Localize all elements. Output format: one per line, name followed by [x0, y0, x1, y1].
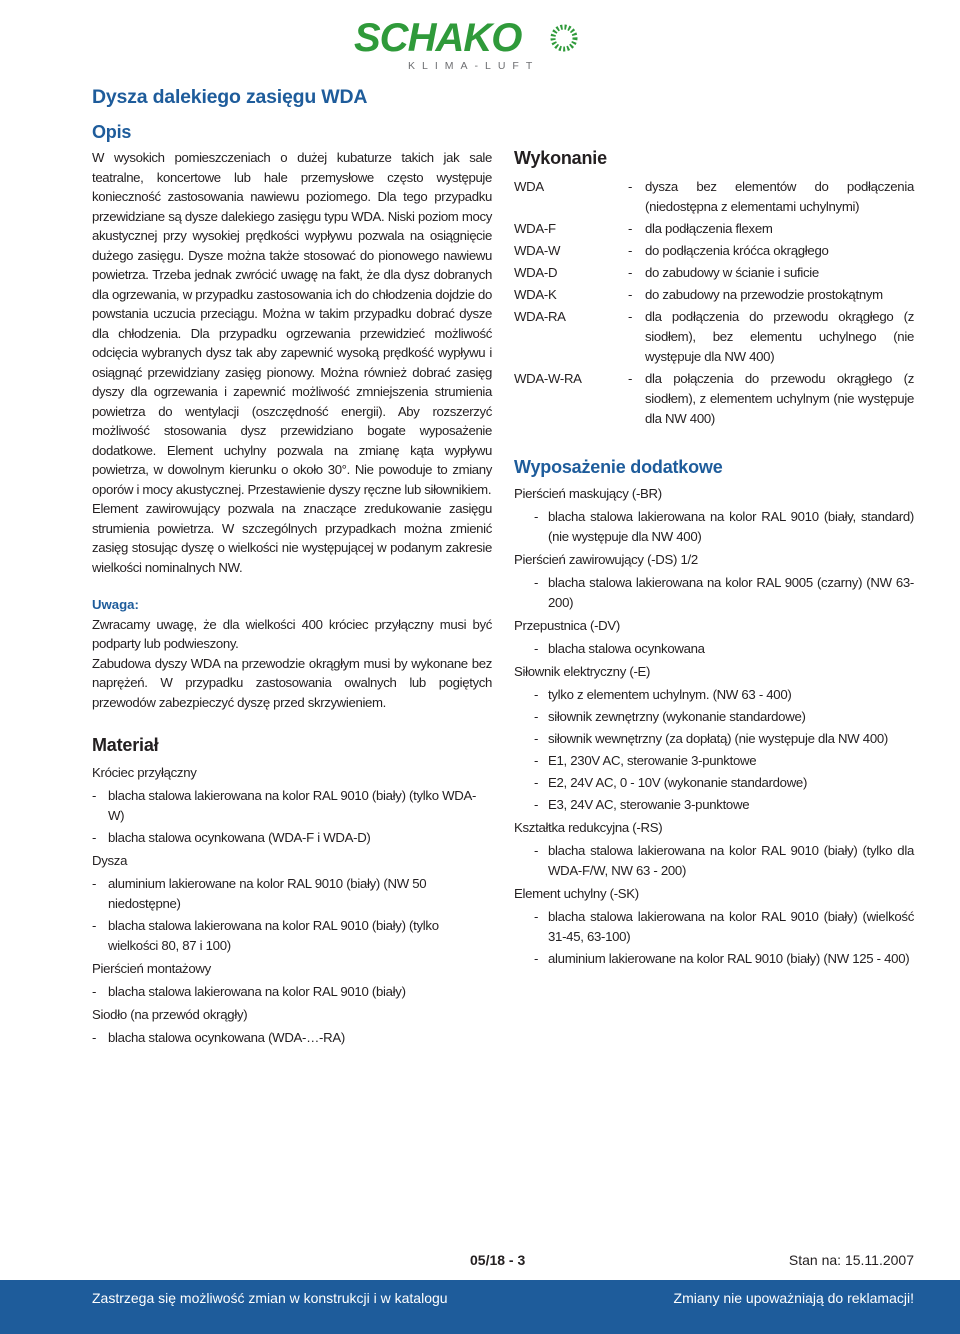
variant-row — [514, 307, 914, 367]
variant-code: WDA-K — [514, 287, 557, 302]
variant-code: WDA-D — [514, 265, 558, 280]
document-title: Dysza dalekiego zasięgu WDA — [92, 86, 368, 108]
variant-row — [514, 285, 914, 305]
material-heading: Materiał — [92, 735, 159, 755]
accessory-group-label: Pierścień zawirowujący (-DS) 1/2 — [514, 552, 698, 567]
right-column — [514, 148, 914, 971]
accessory-group-label: Przepustnica (-DV) — [514, 618, 620, 633]
list-item: - blacha stalowa lakierowana na kolor RAL 9005 (czarny) (NW 63-200) — [514, 573, 914, 613]
dash-bullet: - — [534, 843, 539, 858]
uwaga-paragraph: Zwracamy uwagę, że dla wielkości 400 króciec przyłączny musi być podparty lub podwieszony. — [92, 616, 492, 651]
list-item: - blacha stalowa ocynkowana (WDA-…-RA) — [92, 1028, 492, 1048]
material-group-label: Dysza — [92, 853, 128, 868]
list-item: - blacha stalowa lakierowana na kolor RAL 9010 (biały) (tylko WDA-W) — [92, 786, 492, 826]
wykonanie-heading: Wykonanie — [514, 148, 607, 168]
dash-bullet: - — [92, 788, 97, 803]
dash-bullet: - — [534, 641, 539, 656]
list-item: - blacha stalowa lakierowana na kolor RAL 9010 (biały, standard) (nie występuje dla NW 400) — [514, 507, 914, 547]
dash-bullet: - — [92, 984, 97, 999]
uwaga-label: Uwaga: — [92, 597, 139, 612]
opis-paragraph: W wysokich pomieszczeniach o dużej kubaturze takich jak sale teatralne, koncertowe lub hale przemysłowe często występuje konieczność zastosowania nawiewu poziomego. Dla tego przypadku przewidziane są dysze dalekiego zasięgu typu WDA. Niski poziom mocy akustycznej przy wysokiej prędkości wypływu pozwala na osiągnięcie dużego zasięgu. Dysze można także stosować do pionowego nawiewu powietrza. Trzeba jednak zwrócić uwagę na fakt, że dla dysz dobranych dla ogrzewania, w przypadku zastosowania ich do chłodzenia dojdzie do powstania uczucia przeciągu. Można w takim przypadku dobrać dysze dla chłodzenia. Dla przypadku ogrzewania przewidzieć możliwość odcięcia wybranych dysz tak aby zapewnić wysoką prędkość wypływu i osiągnąć przewidziany zasięg pionowy. Można również dobrać zasięg dyszy dla ogrzewania i zapewnić możliwość zmniejszenia strumienia powietrza do wentylacji (oszczędność energii). Aby rozszerzyć możliwość stosowania dysz przewidziano bogate wyposażenie dodatkowe. Element uchylny pozwala na zmianę kąta wypływu powietrza, w dowolnym kierunku o około 30°. Nie powoduje to zmiany oporów i mocy akustycznej. Przestawienie dyszy ręczne lub siłownikiem. — [92, 150, 492, 497]
accessories-heading: Wyposażenie dodatkowe — [514, 457, 723, 477]
dash-bullet: - — [534, 509, 539, 524]
dash-bullet: - — [534, 575, 539, 590]
list-item: - tylko z elementem uchylnym. (NW 63 - 400) — [514, 685, 914, 705]
list-item: - blacha stalowa lakierowana na kolor RAL 9010 (biały) (wielkość 31-45, 63-100) — [514, 907, 914, 947]
left-column — [92, 122, 492, 1050]
schako-logo — [352, 14, 580, 76]
variant-row — [514, 263, 914, 283]
footer-note: Zmiany nie upoważniają do reklamacji! — [673, 1290, 914, 1306]
variant-row — [514, 177, 914, 217]
variant-description: dysza bez elementów do podłączenia (niedostępna z elementami uchylnymi) — [645, 179, 914, 214]
list-item: - siłownik wewnętrzny (za dopłatą) (nie występuje dla NW 400) — [514, 729, 914, 749]
list-item: - E1, 230V AC, sterowanie 3-punktowe — [514, 751, 914, 771]
dash-bullet: - — [628, 265, 633, 280]
list-item: - blacha stalowa lakierowana na kolor RAL 9010 (biały) (tylko wielkości 80, 87 i 100) — [92, 916, 492, 956]
dash-bullet: - — [628, 287, 633, 302]
dash-bullet: - — [534, 731, 539, 746]
list-item: - blacha stalowa ocynkowana (WDA-F i WDA-D) — [92, 828, 492, 848]
list-item: - E3, 24V AC, sterowanie 3-punktowe — [514, 795, 914, 815]
dash-bullet: - — [92, 876, 97, 891]
accessory-group-label: Element uchylny (-SK) — [514, 886, 639, 901]
variant-code: WDA-RA — [514, 309, 566, 324]
list-item: - blacha stalowa lakierowana na kolor RAL 9010 (biały) — [92, 982, 492, 1002]
dash-bullet: - — [534, 709, 539, 724]
dash-bullet: - — [92, 830, 97, 845]
dash-bullet: - — [534, 687, 539, 702]
variant-description: dla podłączenia do przewodu okrągłego (z siodłem), bez elementu uchylnego (nie występuje dla NW 400) — [645, 309, 914, 364]
dash-bullet: - — [628, 179, 633, 194]
logo-wordmark: SCHAKO — [354, 16, 522, 60]
footer-disclaimer: Zastrzega się możliwość zmian w konstrukcji i w katalogu — [92, 1290, 448, 1306]
dash-bullet: - — [534, 753, 539, 768]
variant-description: do zabudowy w ścianie i suficie — [645, 265, 819, 280]
list-item: - aluminium lakierowane na kolor RAL 9010 (biały) (NW 125 - 400) — [514, 949, 914, 969]
opis-paragraph: Element zawirowujący pozwala na znaczące zredukowanie zasięgu strumienia powietrza. W szczególnych przypadkach można zmienić zasięg stosując dyszę o wielkości nie występującej w podanym zakresie wielkości nominalnych NW. — [92, 501, 492, 575]
dash-bullet: - — [628, 371, 633, 386]
material-group-label: Pierścień montażowy — [92, 961, 211, 976]
variant-row — [514, 219, 914, 239]
variant-code: WDA — [514, 179, 544, 194]
footer-bar — [0, 1280, 960, 1334]
uwaga-paragraph: Zabudowa dyszy WDA na przewodzie okrągłym musi by wykonane bez naprężeń. W przypadku zastosowania owalnych lub pogiętych przewodów zabezpieczyć dyszę przed skrzywieniem. — [92, 655, 492, 710]
page-number: 05/18 - 3 — [470, 1252, 526, 1268]
list-item: - siłownik zewnętrzny (wykonanie standardowe) — [514, 707, 914, 727]
accessory-group-label: Siłownik elektryczny (-E) — [514, 664, 651, 679]
dash-bullet: - — [628, 309, 633, 324]
revision-date: Stan na: 15.11.2007 — [788, 1252, 914, 1268]
material-group-label: Siodło (na przewód okrągły) — [92, 1007, 248, 1022]
dash-bullet: - — [534, 909, 539, 924]
dash-bullet: - — [628, 221, 633, 236]
logo-tagline: KLIMA-LUFT — [408, 60, 540, 72]
variant-row — [514, 369, 914, 429]
variant-description: do zabudowy na przewodzie prostokątnym — [645, 287, 883, 302]
accessory-group-label: Pierścień maskujący (-BR) — [514, 486, 662, 501]
dash-bullet: - — [534, 797, 539, 812]
dash-bullet: - — [92, 918, 97, 933]
variant-code: WDA-W — [514, 243, 561, 258]
variant-description: dla podłączenia flexem — [645, 221, 773, 236]
material-group-label: Króciec przyłączny — [92, 765, 197, 780]
accessory-group-label: Kształtka redukcyjna (-RS) — [514, 820, 663, 835]
dash-bullet: - — [628, 243, 633, 258]
variant-code: WDA-F — [514, 221, 556, 236]
logo-sunburst-icon — [553, 27, 575, 49]
variant-description: do podłączenia króćca okrągłego — [645, 243, 829, 258]
list-item: - aluminium lakierowane na kolor RAL 9010 (biały) (NW 50 niedostępne) — [92, 874, 492, 914]
list-item: - blacha stalowa lakierowana na kolor RAL 9010 (biały) (tylko dla WDA-F/W, NW 63 - 200) — [514, 841, 914, 881]
variant-code: WDA-W-RA — [514, 371, 582, 386]
list-item: - E2, 24V AC, 0 - 10V (wykonanie standardowe) — [514, 773, 914, 793]
opis-heading: Opis — [92, 122, 132, 142]
variant-row — [514, 241, 914, 261]
list-item: - blacha stalowa ocynkowana — [514, 639, 914, 659]
dash-bullet: - — [534, 775, 539, 790]
variant-description: dla połączenia do przewodu okrągłego (z siodłem), z elementem uchylnym (nie występuje dla NW 400) — [645, 371, 914, 426]
dash-bullet: - — [534, 951, 539, 966]
dash-bullet: - — [92, 1030, 97, 1045]
